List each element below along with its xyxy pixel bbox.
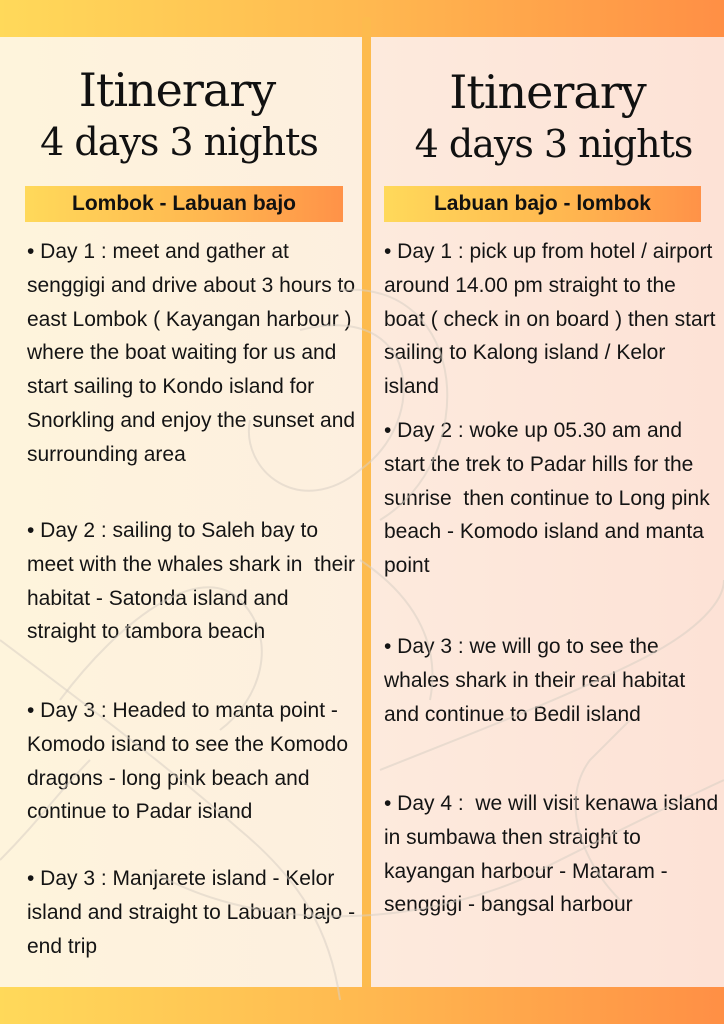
right-day-3: • Day 3 : we will go to see the whales shark in their real habitat and continue to Bedil island [384, 635, 692, 726]
left-day-4: • Day 3 : Manjarete island - Kelor island and straight to Labuan bajo - end trip [27, 867, 361, 958]
left-route-badge: Lombok - Labuan bajo [25, 186, 343, 222]
right-route-badge: Labuan bajo - lombok [384, 186, 701, 222]
left-day-1: • Day 1 : meet and gather at senggigi and drive about 3 hours to east Lombok ( Kayangan harbour ) where the boat waiting for us and start sailing to Kondo island for Snorkling and enjoy the sunset and surrounding area [27, 240, 361, 466]
left-day-2: • Day 2 : sailing to Saleh bay to meet with the whales shark in their habitat - Satonda island and straight to tambora beach [27, 519, 361, 644]
left-title: Itinerary [78, 63, 276, 117]
itinerary-card-lombok-labuan-bajo [0, 37, 362, 987]
right-day-2: • Day 2 : woke up 05.30 am and start the trek to Padar hills for the sunrise then continue to Long pink beach - Komodo island and manta point [384, 419, 716, 578]
right-duration: 4 days 3 nights [414, 122, 693, 166]
left-day-3: • Day 3 : Headed to manta point - Komodo island to see the Komodo dragons - long pink beach and continue to Padar island [27, 699, 354, 824]
right-title: Itinerary [449, 65, 646, 119]
column-divider [362, 17, 371, 987]
left-duration: 4 days 3 nights [40, 120, 318, 164]
right-day-4: • Day 4 : we will visit kenawa island in sumbawa then straight to kayangan harbour - Mataram - senggigi - bangsal harbour [384, 792, 724, 917]
itinerary-card-labuan-bajo-lombok [371, 37, 724, 987]
right-day-1: • Day 1 : pick up from hotel / airport around 14.00 pm straight to the boat ( check in on board ) then start sailing to Kalong island / Kelor island [384, 240, 722, 399]
